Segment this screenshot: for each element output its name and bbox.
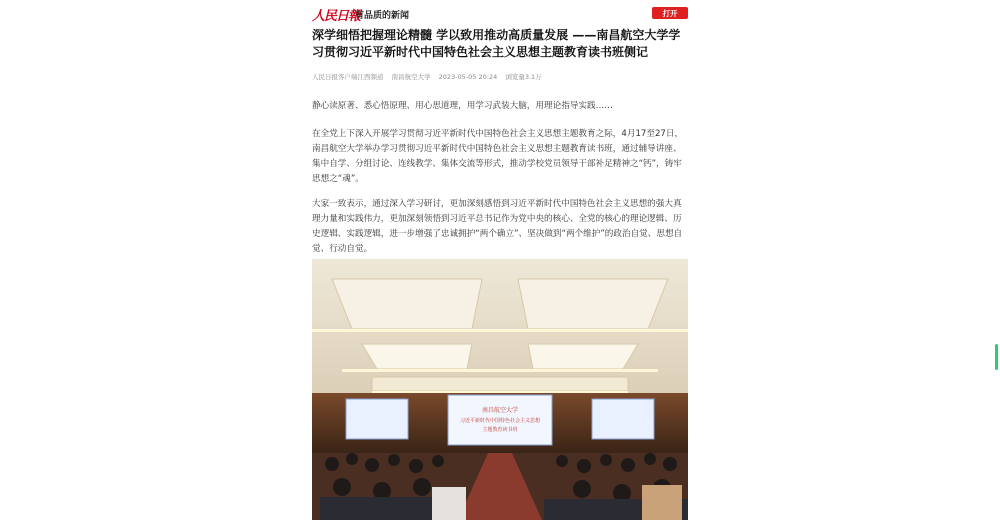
article-page (312, 0, 688, 433)
screen-text-line: 习近平新时代中国特色社会主义思想 (459, 418, 541, 424)
article-paragraph: 静心读原著、悉心悟原理、用心思道理，用学习武装大脑，用理论指导实践…… (312, 101, 613, 111)
article-meta (312, 72, 688, 81)
conference-photo-image (312, 259, 688, 520)
meta-datetime: 2023-05-05 20:24 (438, 73, 498, 81)
slogan-text: 有品质的新闻 (355, 11, 410, 21)
open-app-button[interactable]: 打开 (652, 7, 688, 19)
screen-text-line: 主题教育读书班 (482, 427, 518, 433)
top-bar (312, 5, 688, 27)
scrollbar-thumb[interactable] (995, 344, 998, 370)
screen-text-line: 南昌航空大学 (481, 407, 519, 414)
article-paragraph: 大家一致表示，通过深入学习研讨，更加深刻感悟到习近平新时代中国特色社会主义思想的强大真理力量和实践伟力，更加深刻领悟到习近平总书记作为党中央的核心、全党的核心的理论逻辑、历史逻辑、实践逻辑，进一步增强了忠诚拥护“两个确立”、坚决做到“两个维护”的政治自觉、思想自觉、行动自觉。 (312, 199, 683, 254)
article-title: 深学细悟把握理论精髓 学以致用推动高质量发展 ——南昌航空大学学习贯彻习近平新时代中国特色社会主义思想主题教育读书班侧记 (312, 28, 681, 59)
meta-views: 浏览量3.1万 (505, 73, 542, 81)
meta-source[interactable]: 人民日报客户端江西频道 (312, 73, 384, 81)
article-paragraph: 在全党上下深入开展学习贯彻习近平新时代中国特色社会主义思想主题教育之际，4月17至27日，南昌航空大学举办学习贯彻习近平新时代中国特色社会主义思想主题教育读书班，通过辅导讲座、集中自学、分组讨论、连线教学、集体交流等形式，推动学校党员领导干部补足精神之“钙”，铸牢思想之“魂”。 (312, 129, 684, 184)
people-daily-logo[interactable]: 人民日報 (312, 9, 361, 24)
conference-photo (312, 259, 688, 520)
meta-author: 南昌航空大学 (391, 73, 431, 81)
